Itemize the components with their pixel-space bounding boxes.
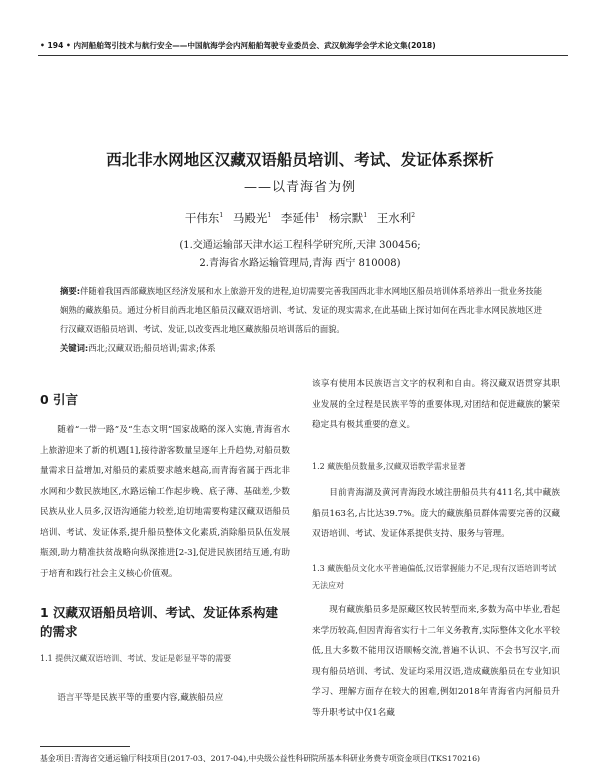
section-1-1-paragraph: 语言平等是民族平等的重要内容,藏族船员应 xyxy=(57,693,224,703)
section-1-2-paragraph: 目前青海湖及黄河青海段水域注册船员共有411名,其中藏族船员163名,占比达39.7%。庞大的藏族船员群体需要完善的汉藏双语培训、考试、发证体系提供支持、服务与管理。 xyxy=(312,488,560,539)
abstract-label: 摘要: xyxy=(60,286,81,296)
section-1-3-paragraph: 现有藏族船员多是原藏区牧民转型而来,多数为高中毕业,看起来学历较高,但因青海省实行十二年义务教育,实际整体文化水平较低,且大多数不能用汉语顺畅交流,普遍不认识、不会书写汉字,而现有船员培训、考试、发证均采用汉语,造成藏族船员在专业知识学习、理解方面存在较大的困难,例如2018年青海省内河船员升等升职考试中仅1名藏 xyxy=(312,605,560,718)
author: 李延伟$^1$ xyxy=(280,211,320,225)
author: 王水利$^2$ xyxy=(376,211,416,225)
section-0-heading: 0 引言 xyxy=(40,392,79,407)
author-list xyxy=(40,210,560,226)
section-1-3-heading: 1.3 藏族船员文化水平普遍偏低,汉语掌握能力不足,现有汉语培训考试无法应对 xyxy=(312,564,557,590)
section-1-2-heading: 1.2 藏族船员数量多,汉藏双语教学需求显著 xyxy=(312,462,466,471)
section-1-heading: 1 汉藏双语船员培训、考试、发证体系构建的需求 xyxy=(40,605,279,639)
abstract xyxy=(60,282,542,358)
right-paragraph-continued: 该享有使用本民族语言文字的权利和自由。将汉藏双语贯穿其职业发展的全过程是民族平等的重要体现,对团结和促进藏族的繁荣稳定具有极其重要的意义。 xyxy=(312,379,560,430)
footnote-rule xyxy=(40,746,130,747)
keywords-label: 关键词: xyxy=(60,343,89,353)
section-0-paragraph: 随着“一带一路”及“生态文明”国家战略的深入实施,青海省水上旅游迎来了新的机遇[1],接待游客数量呈逐年上升趋势,对船员数量需求日益增加,对船员的素质要求越来越高,而青海省属于西北非水网和少数民族地区,水路运输工作起步晚、底子薄、基础差,少数民族从业人员多,汉语沟通能力较差,迫切地需要构建汉藏双语船员培训、考试、发证体系,提升船员整体文化素质,消除船员队伍发展瓶颈,助力精准扶贫战略向纵深推进[2-3],促进民族团结互通,有助于培育和践行社会主义核心价值观。 xyxy=(40,425,290,579)
paper-subtitle: ——以青海省为例 xyxy=(243,180,356,195)
section-1-1-heading: 1.1 提供汉藏双语培训、考试、发证是彰显平等的需要 xyxy=(40,654,232,663)
paper-title: 西北非水网地区汉藏双语船员培训、考试、发证体系探析 xyxy=(106,151,494,169)
running-head: • 194 • 内河船舶驾引技术与航行安全——中国航海学会内河船舶驾驶专业委员会、武汉航海学会学术论文集(2018) xyxy=(40,41,436,50)
affiliation-1: (1.交通运输部天津水运工程科学研究所,天津 300456; xyxy=(179,240,421,251)
header-rule xyxy=(38,55,568,56)
footnote: 基金项目:青海省交通运输厅科技项目(2017-03、2017-04),中央级公益性科研院所基本科研业务费专项资金项目(TKS170216) xyxy=(40,754,481,763)
abstract-text: 伴随着我国西部藏族地区经济发展和水上旅游开发的进程,迫切需要完善我国西北非水网地区船员培训体系培养出一批业务技能娴熟的藏族船员。通过分析目前西北地区船员汉藏双语培训、考试、发证的现实需求,在此基础上探讨如何在西北非水网民族地区进行汉藏双语船员培训、考试、发证,以改变西北地区藏族船员培训落后的面貌。 xyxy=(60,286,542,334)
author: 杨宗默$^1$ xyxy=(328,211,368,225)
keywords-text: 西北;汉藏双语;船员培训;需求;体系 xyxy=(88,343,216,353)
author: 干伟东$^1$ xyxy=(184,211,224,225)
affiliation-2: 2.青海省水路运输管理局,青海 西宁 810008) xyxy=(199,258,401,269)
author: 马殿光$^1$ xyxy=(232,211,272,225)
